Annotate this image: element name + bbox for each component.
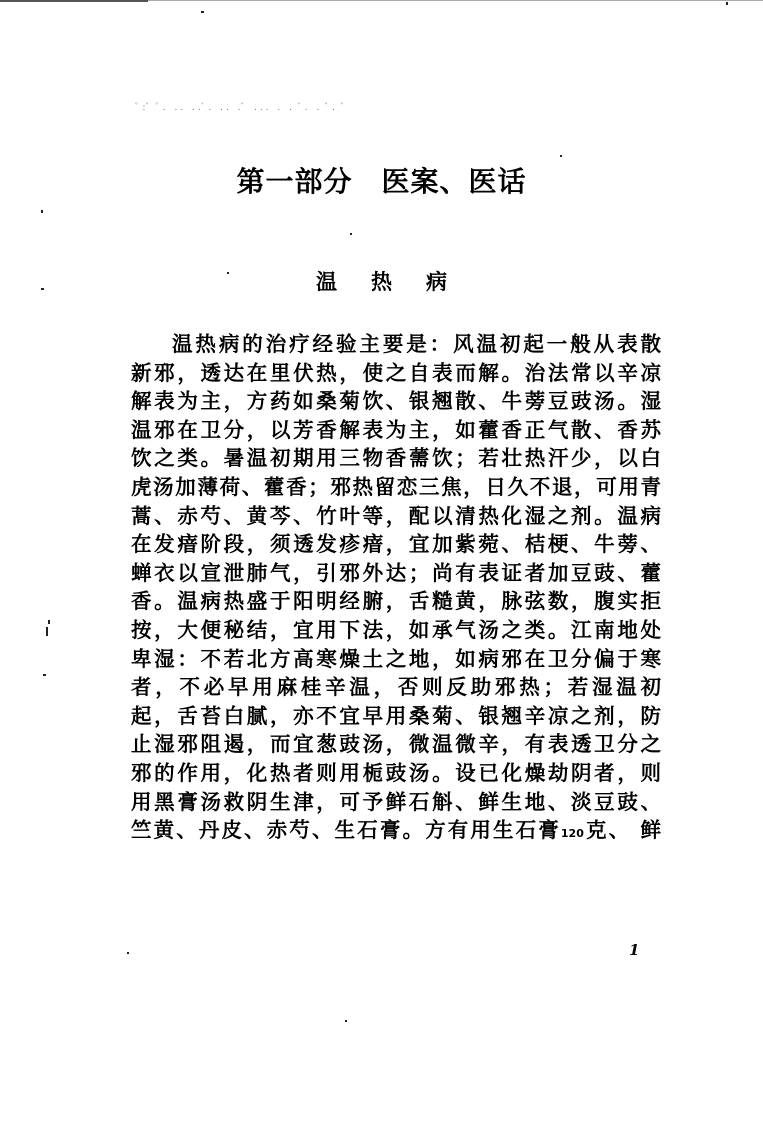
scan-speck (46, 627, 48, 636)
part-title: 第一部分 医案、医话 (236, 165, 527, 198)
text-line: 者，不必早用麻桂辛温，否则反助邪热；若湿温初 (131, 675, 661, 700)
scan-speck (41, 210, 43, 213)
dosage-number: 120 (560, 827, 584, 841)
text-line: 按，大便秘结，宜用下法，如承气汤之类。江南地处 (131, 617, 661, 642)
text-segment: 克、 鲜 (583, 818, 661, 843)
scan-noise-row: ﾟ:ﾞ ﾟ. .. ..ﾞ. .. .ﾞ ... . . ﾞ. . ﾞ. ﾞ (135, 103, 348, 113)
text-line: 用黑膏汤救阴生津，可予鲜石斛、鲜生地、淡豆豉、 (131, 789, 661, 814)
text-line: 新邪，透达在里伏热，使之自表而解。治法常以辛凉 (131, 360, 661, 385)
scan-speck (127, 952, 129, 954)
scan-top-edge-light (148, 0, 763, 1)
text-line: 邪的作用，化热者则用栀豉汤。设已化燥劫阴者，则 (131, 760, 661, 785)
text-line: 温热病的治疗经验主要是：风温初起一般从表散 (172, 332, 661, 356)
scan-speck (350, 233, 352, 235)
text-line: 卑湿：不若北方高寒燥土之地，如病邪在卫分偏于寒 (131, 646, 661, 671)
text-line: 饮之类。暑温初期用三物香薷饮；若壮热汗少，以白 (131, 446, 661, 471)
text-line: 温邪在卫分，以芳香解表为主，如藿香正气散、香苏 (131, 417, 661, 442)
body-paragraph (131, 330, 661, 845)
scan-speck (560, 155, 562, 157)
text-line: 蝉衣以宣泄肺气，引邪外达；尚有表证者加豆豉、藿 (131, 560, 661, 585)
section-title: 温热病 (316, 270, 481, 294)
scan-speck (201, 11, 204, 13)
page-number: 1 (629, 941, 640, 959)
scan-top-edge-dark (0, 0, 148, 2)
scan-speck (345, 1020, 347, 1022)
text-line: 起，舌苔白腻，亦不宜早用桑菊、银翘辛凉之剂，防 (131, 703, 661, 728)
text-line: 蒿、赤芍、黄芩、竹叶等，配以清热化湿之剂。温病 (131, 503, 661, 528)
scan-speck (43, 674, 46, 676)
text-line-last (131, 816, 661, 845)
text-line: 止湿邪阻遏，而宜葱豉汤，微温微辛，有表透卫分之 (131, 732, 661, 757)
scan-speck (726, 2, 728, 5)
scan-speck (48, 620, 50, 624)
text-segment: 竺黄、丹皮、赤芍、生石膏。方有用生石膏 (131, 818, 561, 843)
text-line: 虎汤加薄荷、藿香；邪热留恋三焦，日久不退，可用青 (131, 474, 661, 499)
text-line: 解表为主，方药如桑菊饮、银翘散、牛蒡豆豉汤。湿 (131, 389, 661, 414)
text-line: 在发瘖阶段，须透发疹瘖，宜加紫菀、桔梗、牛蒡、 (131, 532, 661, 557)
text-line: 香。温病热盛于阳明经腑，舌糙黄，脉弦数，腹实拒 (131, 589, 661, 614)
